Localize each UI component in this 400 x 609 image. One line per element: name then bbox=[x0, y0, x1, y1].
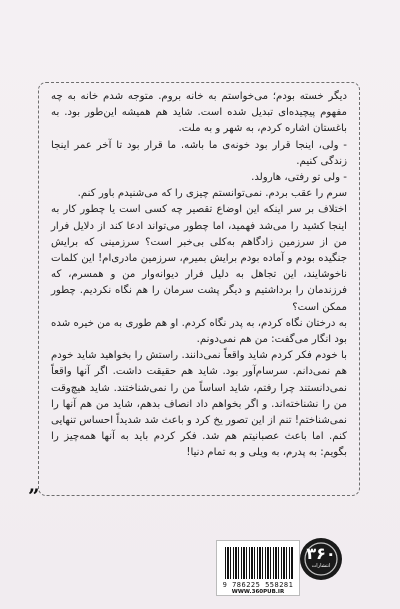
excerpt-paragraph-7: با خودم فکر کردم شاید واقعاً نمی‌دانند. راستش را بخواهید شاید خودم هم نمی‌دانم. سرسام‌آور بود. شاید هم حقیقت داشت. اگر آنها واقعاً نمی‌دانستند چرا رفتم، شاید اساساً من را نمی‌شناختند. شاید هیچ‌وقت من را نشناخته‌اند. و اگر بخواهم داد انصاف بدهم، شاید من هم آنها را نمی‌شناختم! تنم از این تصور یخ کرد و باعث شد شدیداً احساس تنهایی کنم. اما باعث عصبانیتم هم شد. فکر کردم باید به آنها همه‌چیز را بگویم: به پدرم، به ویلی و به تمام دنیا! bbox=[51, 350, 347, 459]
barcode-panel bbox=[216, 540, 300, 596]
barcode-number: 9 786225 558281 bbox=[222, 581, 294, 589]
excerpt-frame bbox=[38, 82, 360, 496]
excerpt-paragraph-6: به درختان نگاه کردم، به پدر نگاه کردم. او هم طوری به من خیره شده بود انگار می‌گفت: من هم نمی‌دونم. bbox=[51, 317, 347, 346]
publisher-logo-text: ۳۶۰ bbox=[306, 544, 336, 563]
excerpt-paragraph-4: سرم را عقب بردم. نمی‌توانستم چیزی را که می‌شنیدم باور کنم. bbox=[77, 188, 347, 200]
publisher-logo bbox=[300, 538, 342, 580]
excerpt-paragraph-3: - ولی تو رفتی، هارولد. bbox=[251, 172, 347, 184]
publisher-logo-subtitle: انتشارات bbox=[311, 563, 331, 569]
excerpt-paragraph-5: اختلاف بر سر اینکه این اوضاع تقصیر چه کسی است یا چطور کار به اینجا کشید را می‌شد فهمید، اما چطور می‌تواند ادعا کند از دلایل فرار من از سرزمین زادگاهم به‌کلی بی‌خبر است؟ سرزمینی که برایش جنگیده بودم و آماده بودم برایش بمیرم، سرزمین مادری‌ام! این کلمات ناخوشایند، این تجاهل به دلیل فرار دیوانه‌وار من و همسرم، که فرزندمان را برداشتیم و دیگر پشت سرمان را هم نگاه نکردیم. چطور ممکن است؟ bbox=[51, 204, 347, 313]
publisher-url: WWW.360PUB.IR bbox=[231, 589, 285, 595]
closing-quote: ” bbox=[28, 484, 40, 508]
barcode-image bbox=[225, 547, 293, 579]
excerpt-paragraph-2: - ولی، اینجا قرار بود خونه‌ی ما باشه. ما قرار بود تا آخر عمر اینجا زندگی کنیم. bbox=[51, 139, 347, 167]
excerpt-paragraph-1: دیگر خسته بودم؛ می‌خواستم به خانه بروم. متوجه شدم خانه به چه مفهوم پیچیده‌ای تبدیل شده است. شاید هم همیشه این‌طور بود. به باغستان اشاره کردم، به شهر و به ملت. bbox=[51, 91, 347, 135]
